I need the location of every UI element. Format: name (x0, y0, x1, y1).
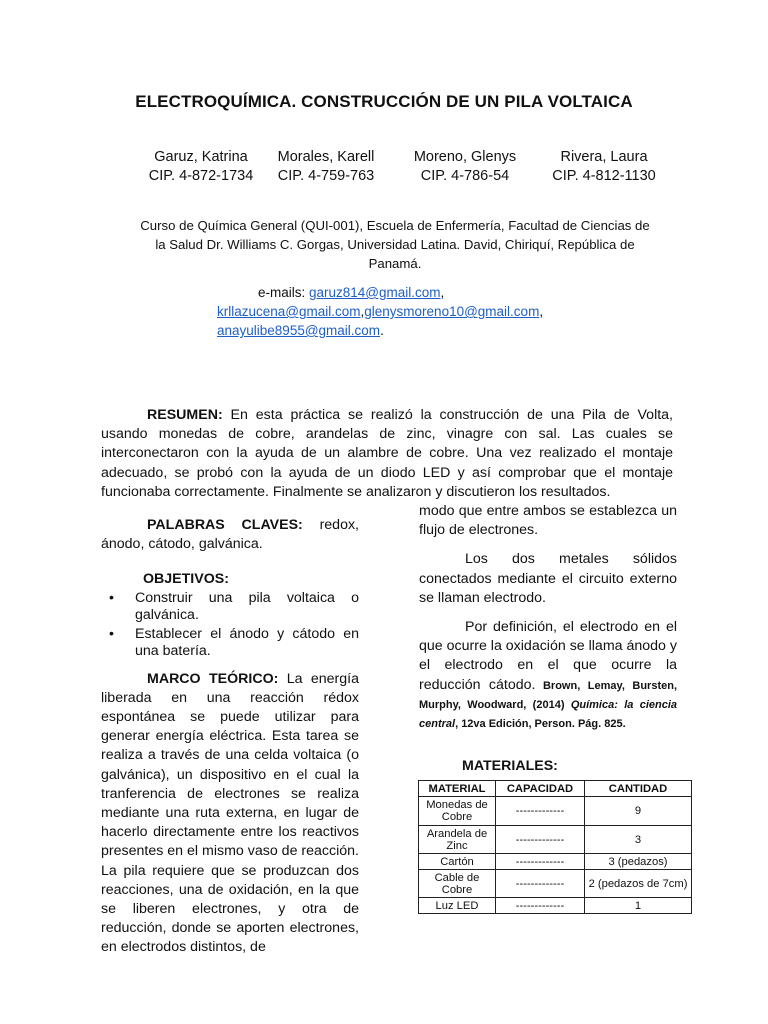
list-item (109, 590, 359, 624)
objectives-heading: OBJETIVOS: (143, 571, 229, 588)
table-row (419, 898, 692, 914)
table-cell: 2 (pedazos de 7cm) (585, 870, 692, 898)
emails-line-2 (217, 302, 543, 321)
author-name: Garuz, Katrina (154, 149, 248, 165)
table-cell: 3 (pedazos) (585, 854, 692, 870)
objective-text: Establecer el ánodo y cátodo en una batería. (135, 625, 359, 659)
table-cell: Cable de Cobre (419, 870, 496, 898)
electrodes-paragraph: Los dos metales sólidos conectados mediante el circuito externo se llaman electrodo. (419, 551, 677, 606)
table-row (419, 797, 692, 826)
author-4 (519, 148, 689, 186)
table-cell: Monedas de Cobre (419, 797, 496, 826)
definition-paragraph (419, 618, 677, 733)
definition-text: Por definición, el electrodo en el que ocurre la oxidación se llama ánodo y el electrodo en el que ocurre la reducción cátodo. (419, 619, 677, 693)
author-cip: CIP. 4-759-763 (277, 168, 375, 184)
column-header: CANTIDAD (585, 781, 692, 797)
abstract-text: En esta práctica se realizó la construcción de una Pila de Volta, usando monedas de cobre, arandelas de zinc, vinagre con sal. Las cuales se interconectaron con la ayuda de un alambre de cobre. Una vez realizado el montaje adecuado, se probó con la ayuda de un diodo LED y así comprobar que el montaje funcionaba correctamente. Finalmente se analizaron y discutieron los resultados. (101, 407, 673, 500)
author-cip: CIP. 4-812-1130 (552, 168, 656, 184)
email-link-3[interactable]: glenysmoreno10@gmail.com (364, 304, 540, 319)
theory-continued: modo que entre ambos se establezca un flujo de electrones. (419, 503, 677, 539)
abstract-heading: RESUMEN: (147, 407, 223, 423)
left-column (101, 516, 359, 958)
table-cell: ------------- (496, 826, 585, 854)
materials-table (418, 780, 692, 914)
table-row (419, 870, 692, 898)
citation-authors: Brown, Lemay, Bursten, Murphy, Woodward, (2014) (419, 679, 678, 711)
separator: , (539, 304, 544, 319)
column-header: MATERIAL (419, 781, 496, 797)
paper-title: ELECTROQUÍMICA. CONSTRUCCIÓN DE UN PILA VOLTAICA (135, 92, 633, 111)
email-link-1[interactable]: garuz814@gmail.com (309, 285, 441, 300)
table-cell: Arandela de Zinc (419, 826, 496, 854)
citation-title: Química: la ciencia central (419, 698, 678, 731)
author-cip: CIP. 4-872-1734 (148, 168, 254, 184)
emails-label: e-mails: (258, 285, 310, 300)
list-item (109, 626, 359, 660)
table-cell: Cartón (419, 854, 496, 870)
table-cell: 9 (585, 797, 692, 826)
table-cell: Luz LED (419, 898, 496, 914)
table-cell: 3 (585, 826, 692, 854)
author-name: Rivera, Laura (560, 149, 648, 165)
separator: , (440, 285, 445, 300)
table-cell: ------------- (496, 898, 585, 914)
table-cell: ------------- (496, 854, 585, 870)
author-cip: CIP. 4-786-54 (420, 168, 510, 184)
theory-heading: MARCO TEÓRICO: (147, 670, 279, 687)
keywords-heading: PALABRAS CLAVES: (147, 517, 303, 533)
keywords-text: redox, ánodo, cátodo, galvánica. (101, 517, 359, 553)
theory-text: La energía liberada en una reacción rédox espontánea se puede utilizar para generar energía eléctrica. Esta tarea se realiza a través de una celda voltaica (o galvánica), un dispositivo en el cual la tranferencia de electrones se realiza mediante una ruta externa, en lugar de hacerlo directamente entre los reactivos presentes en el mismo vaso de reacción. La pila requiere que se produzcan dos reacciones, una de oxidación, en la que se liberen electrones, y otra de reducción, donde se aporten electrones, en electrodos distintos, de (101, 670, 359, 956)
author-name: Moreno, Glenys (413, 149, 517, 165)
separator: , (360, 304, 365, 319)
bullet-icon: • (109, 589, 114, 606)
objectives-list (101, 590, 359, 660)
emails-line-1 (258, 283, 444, 302)
right-column (419, 502, 677, 776)
table-cell: 1 (585, 898, 692, 914)
citation-edition: , 12va Edición, Person. Pág. 825. (455, 718, 626, 731)
materials-heading: MATERIALES: (462, 758, 558, 775)
table-cell: ------------- (496, 797, 585, 826)
author-name: Morales, Karell (277, 149, 375, 165)
table-row (419, 826, 692, 854)
table-row (419, 854, 692, 870)
table-cell: ------------- (496, 870, 585, 898)
email-link-4[interactable]: anayulibe8955@gmail.com (217, 323, 381, 338)
bullet-icon: • (109, 625, 114, 642)
emails-line-3 (217, 321, 384, 340)
affiliation: Curso de Química General (QUI-001), Escuela de Enfermería, Facultad de Ciencias de la Salud Dr. Williams C. Gorgas, Universidad Latina. David, Chiriquí, República de Panamá. (140, 218, 650, 271)
column-header: CAPACIDAD (496, 781, 585, 797)
objective-text: Construir una pila voltaica o galvánica. (135, 589, 359, 623)
table-header (419, 781, 692, 797)
email-link-2[interactable]: krllazucena@gmail.com (217, 304, 361, 319)
separator: . (380, 323, 384, 338)
abstract (101, 406, 673, 502)
